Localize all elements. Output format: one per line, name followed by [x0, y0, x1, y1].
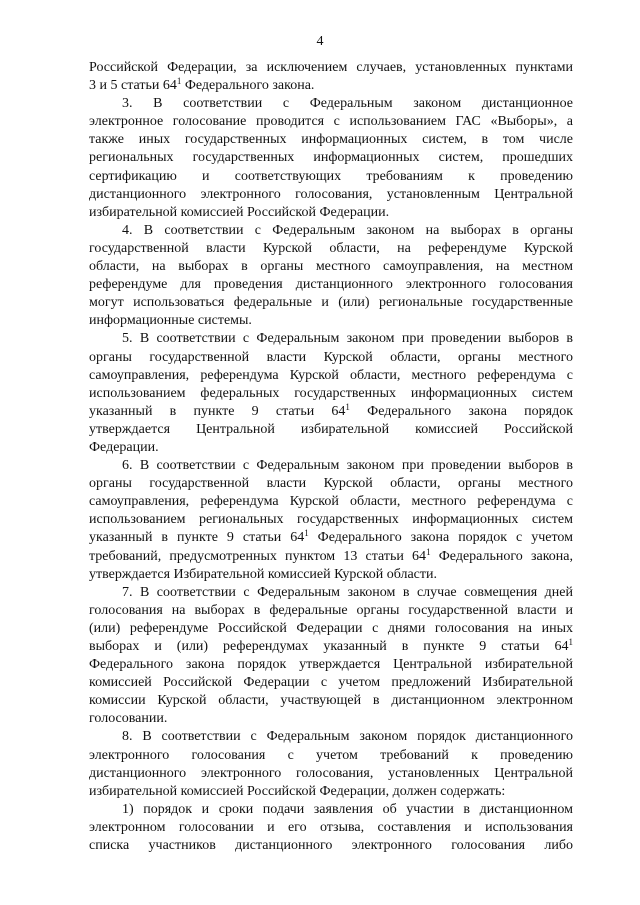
text-line: избирательной комиссией Российской Федерации, должен содержать: — [89, 783, 506, 799]
superscript-one: 1 — [568, 637, 573, 647]
text-line: 3. В соответствии с Федеральным законом дистанционное — [122, 96, 573, 112]
page-number: 4 — [316, 34, 324, 49]
text-line: 4. В соответствии с Федеральным законом на выборах в органы — [122, 222, 573, 238]
text-line: 1) порядок и сроки подачи заявления об участии в дистанционном — [122, 801, 573, 817]
text-line: дистанционного электронного голосования, установленным Центральной — [89, 186, 573, 202]
text-line: избирательной комиссией Российской Федерации. — [89, 204, 390, 220]
paragraph-p6 — [89, 457, 573, 584]
paragraph-p8-1 — [89, 801, 573, 855]
text-line: использованием федеральных государственных информационных систем — [89, 385, 573, 401]
text-line: Российской Федерации, за исключением случаев, установленных пунктами — [89, 60, 573, 75]
text-line: 6. В соответствии с Федеральным законом при проведении выборов в — [122, 458, 573, 474]
text-line: органы государственной власти Курской области, органы местного — [89, 349, 573, 365]
text-line: могут использоваться федеральные и (или) региональные государственные — [89, 295, 573, 311]
text-line: использованием региональных государственных информационных систем — [89, 512, 573, 528]
document-body — [89, 59, 573, 855]
paragraph-p7 — [89, 584, 573, 729]
paragraph-p4 — [89, 222, 573, 331]
text-line: 7. В соответствии с Федеральным законом в случае совмещения дней — [122, 584, 573, 600]
text-line: указанный в пункте 9 статьи $64^1$ Федерального закона порядок — [89, 401, 573, 419]
text-line: комиссии Курской области, участвующей в дистанционном электронном — [89, 693, 573, 709]
text-line: требований, предусмотренных пунктом 13 статьи $64^1$ Федерального закона, — [89, 546, 573, 564]
text-line: 5. В соответствии с Федеральным законом при проведении выборов в — [122, 331, 573, 347]
superscript-one: 1 — [304, 528, 309, 539]
text-line: электронного голосования с учетом требований к проведению — [89, 747, 573, 763]
text-line: также иных государственных информационных систем, в том числе — [89, 132, 573, 148]
text-line: электронное голосование проводится с использованием ГАС «Выборы», а — [89, 114, 573, 130]
text-line: сертификацию и соответствующих требованиям к проведению — [89, 168, 573, 184]
text-line: голосовании. — [89, 711, 168, 727]
text-line: голосования на выборах в федеральные органы государственной власти и — [89, 602, 573, 618]
text-line: области, на выборах в органы местного самоуправления, на местном — [89, 259, 573, 275]
text-line: утверждается Избирательной комиссией Курской области. — [89, 566, 438, 582]
text-line: информационные системы. — [89, 313, 252, 329]
text-line: Федерации. — [89, 439, 159, 455]
paragraph-p5 — [89, 330, 573, 457]
text-line: списка участников дистанционного электронного голосования либо — [89, 838, 573, 854]
superscript-one: 1 — [176, 76, 182, 87]
text-line: региональных государственных информационных систем, прошедших — [89, 150, 573, 166]
text-line: 3 и 5 статьи $64^1$ Федерального закона. — [89, 76, 315, 94]
text-line: самоуправления, референдума Курской области, местного референдума с — [89, 367, 573, 383]
text-line: государственной власти Курской области, на референдуме Курской — [89, 240, 573, 256]
text-line: электронном голосовании и его отзыва, составления и использования — [89, 819, 573, 835]
paragraph-p3 — [89, 95, 573, 222]
text-line: дистанционного электронного голосования, установленных Центральной — [89, 765, 573, 781]
text-line: органы государственной власти Курской области, органы местного — [89, 476, 573, 492]
text-line: 8. В соответствии с Федеральным законом порядок дистанционного — [122, 729, 573, 745]
paragraph-p8 — [89, 728, 573, 800]
text-line: комиссией Российской Федерации с учетом предложений Избирательной — [89, 675, 573, 691]
text-line: указанный в пункте 9 статьи $64^1$ Федерального закона порядок с учетом — [89, 528, 573, 546]
text-line: (или) референдуме Российской Федерации с днями голосования на иных — [89, 620, 573, 636]
paragraph-p0 — [89, 59, 573, 95]
text-line: Федерального закона порядок утверждается Центральной избирательной — [89, 657, 573, 673]
text-line: выборах и (или) референдумах указанный в пункте 9 статьи $64^1$ — [89, 637, 573, 654]
text-line: референдуме для проведения дистанционного электронного голосования — [89, 277, 573, 293]
superscript-one: 1 — [345, 401, 350, 412]
text-line: самоуправления, референдума Курской области, местного референдума с — [89, 494, 573, 510]
superscript-one: 1 — [426, 546, 431, 557]
text-line: утверждается Центральной избирательной комиссией Российской — [89, 421, 573, 437]
